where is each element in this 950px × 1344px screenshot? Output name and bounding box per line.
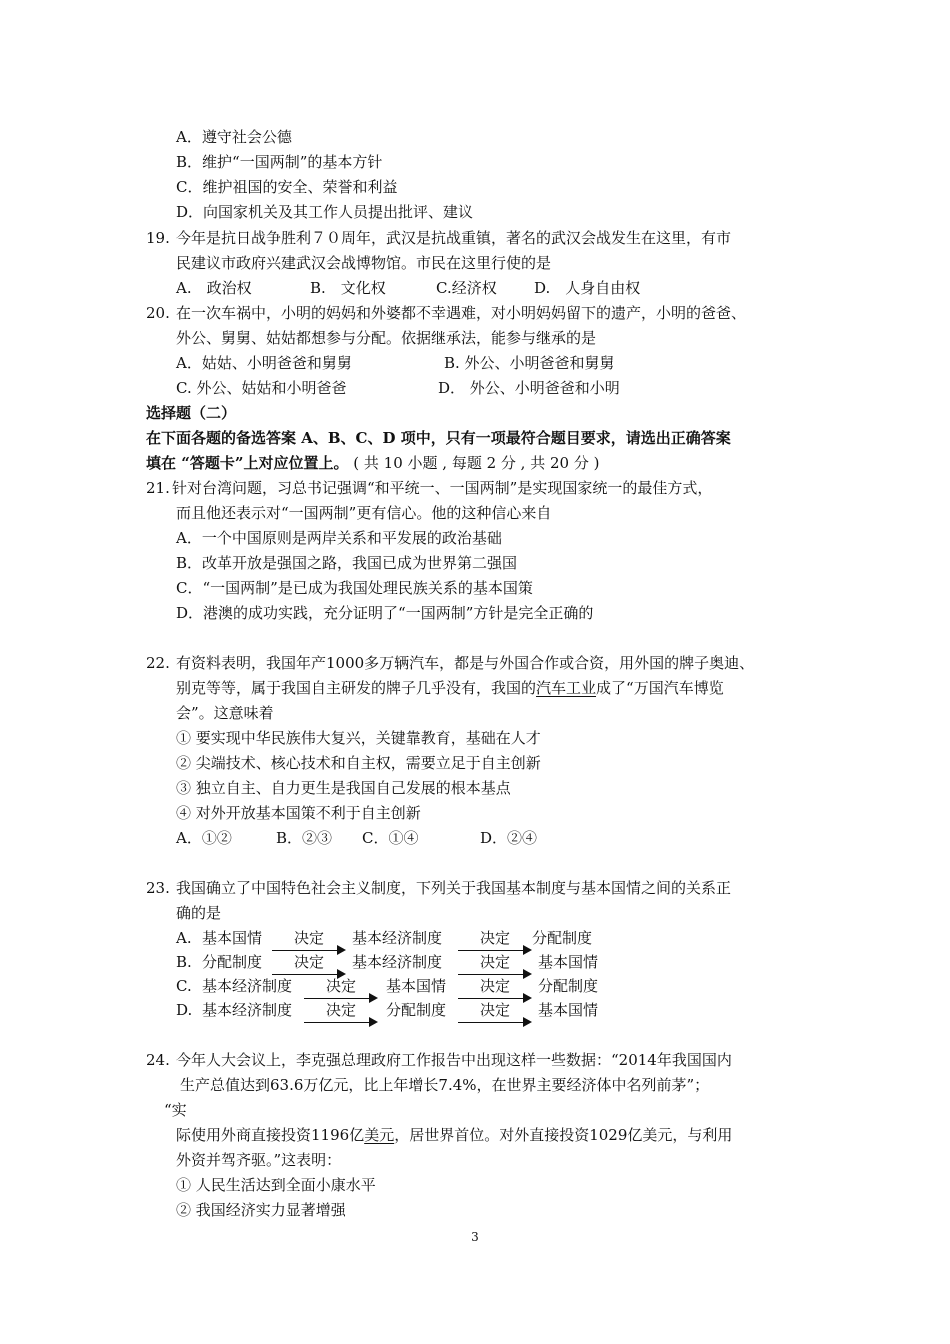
q24-underlined-term: 美元 xyxy=(364,1126,395,1144)
q22-option-b: B．②③ xyxy=(276,829,333,847)
q19-option-d: D. 人身自由权 xyxy=(534,279,641,297)
q22-option-c: C．①④ xyxy=(362,829,419,847)
q23-row-c-second: 基本国情 xyxy=(386,977,447,995)
arrow-head-icon xyxy=(369,1017,378,1027)
q23-line-2: 确的是 xyxy=(176,904,222,922)
q23-row-b-first: 分配制度 xyxy=(202,953,263,971)
q23-row-c-third: 分配制度 xyxy=(538,977,599,995)
q23-row-a-arrow-1 xyxy=(272,928,346,950)
q19-option-a: A. 政治权 xyxy=(176,279,252,297)
q22-line-2a: 别克等等，属于我国自主研发的牌子几乎没有，我国的 xyxy=(176,679,537,697)
q19-line-2: 民建议市政府兴建武汉会战博物馆。市民在这里行使的是 xyxy=(176,254,552,272)
arrow-label: 决定 xyxy=(293,953,324,971)
q23-row-b-second: 基本经济制度 xyxy=(352,953,443,971)
q23-row-d-arrow-2 xyxy=(458,1000,532,1022)
arrow-line xyxy=(304,1022,370,1023)
q20-option-c: C. 外公、姑姑和小明爸爸 xyxy=(176,379,347,397)
q24-number: 24. xyxy=(146,1051,170,1069)
q20-line-1: 在一次车祸中，小明的妈妈和外婆都不幸遇难，对小明妈妈留下的遗产，小明的爸爸、 xyxy=(176,304,747,322)
q24-item-1: ① 人民生活达到全面小康水平 xyxy=(176,1176,376,1194)
q24-line-1: 今年人大会议上，李克强总理政府工作报告中出现这样一些数据：“2014年我国国内 xyxy=(176,1051,732,1069)
q21-line-2: 而且他还表示对“一国两制”更有信心。他的这种信心来自 xyxy=(176,504,552,522)
q24-line-4 xyxy=(176,1125,732,1145)
q21-option-d: D．港澳的成功实践，充分证明了“一国两制”方针是完全正确的 xyxy=(176,604,594,622)
section-instruction-1: 在下面各题的备选答案 A、B、C、D 项中，只有一项最符合题目要求，请选出正确答案 xyxy=(146,429,731,447)
q22-option-d: D．②④ xyxy=(480,829,538,847)
q23-row-c-arrow-2 xyxy=(458,976,532,998)
page-number: 3 xyxy=(471,1230,479,1244)
q22-item-2: ② 尖端技术、核心技术和自主权，需要立足于自主创新 xyxy=(176,754,541,772)
q23-row-d-second: 分配制度 xyxy=(386,1001,447,1019)
q24-line-2: 生产总值达到63.6万亿元，比上年增长7.4%，在世界主要经济体中名列前茅”； xyxy=(180,1076,710,1094)
q23-row-d-letter: D. xyxy=(176,1001,193,1019)
q24-line-5: 外资并驾齐驱。”这表明： xyxy=(176,1151,342,1169)
q23-row-a-third: 分配制度 xyxy=(532,929,593,947)
arrow-label: 决定 xyxy=(325,977,356,995)
arrow-line xyxy=(458,950,524,951)
section-instruction-2-plain: ( 共 10 小题 , 每题 2 分 , 共 20 分 ) xyxy=(353,454,600,472)
q24-item-2: ② 我国经济实力显著增强 xyxy=(176,1201,346,1219)
arrow-label: 决定 xyxy=(293,929,324,947)
q19-number: 19. xyxy=(146,229,170,247)
arrow-label: 决定 xyxy=(479,953,510,971)
q21-option-c: C．“一国两制”是已成为我国处理民族关系的基本国策 xyxy=(176,579,533,597)
q24-line-4a: 际使用外商直接投资1196亿 xyxy=(176,1126,365,1144)
q22-underlined-term: 汽车工业 xyxy=(536,679,597,697)
q18-option-b: B．维护“一国两制”的基本方针 xyxy=(176,153,383,171)
q22-option-a: A．①② xyxy=(176,829,232,847)
q23-line-1: 我国确立了中国特色社会主义制度，下列关于我国基本制度与基本国情之间的关系正 xyxy=(176,879,732,897)
q22-item-3: ③ 独立自主、自力更生是我国自己发展的根本基点 xyxy=(176,779,511,797)
q23-row-a-first: 基本国情 xyxy=(202,929,263,947)
q18-option-c: C．维护祖国的安全、荣誉和利益 xyxy=(176,178,398,196)
q24-line-4b: ，居世界首位。对外直接投资1029亿美元，与利用 xyxy=(394,1126,733,1144)
arrow-label: 决定 xyxy=(479,977,510,995)
arrow-line xyxy=(458,998,524,999)
arrow-label: 决定 xyxy=(479,1001,510,1019)
q22-number: 22. xyxy=(146,654,170,672)
q23-row-d-arrow-1 xyxy=(304,1000,378,1022)
arrow-line xyxy=(458,974,524,975)
q18-option-a: A．遵守社会公德 xyxy=(176,128,292,146)
q23-row-d-third: 基本国情 xyxy=(538,1001,599,1019)
arrow-head-icon xyxy=(523,1017,532,1027)
q21-number: 21. xyxy=(146,479,170,497)
q23-row-d-first: 基本经济制度 xyxy=(202,1001,293,1019)
q24-line-3: “实 xyxy=(164,1101,187,1119)
q19-option-b: B. 文化权 xyxy=(310,279,386,297)
q20-number: 20. xyxy=(146,304,170,322)
arrow-line xyxy=(272,950,338,951)
q23-row-c-first: 基本经济制度 xyxy=(202,977,293,995)
q20-line-2: 外公、舅舅、姑姑都想参与分配。依据继承法，能参与继承的是 xyxy=(176,329,597,347)
q19-line-1: 今年是抗日战争胜利７０周年，武汉是抗战重镇，著名的武汉会战发生在这里，有市 xyxy=(176,229,732,247)
arrow-line xyxy=(458,1022,524,1023)
arrow-label: 决定 xyxy=(325,1001,356,1019)
q23-row-b-arrow-1 xyxy=(272,952,346,974)
q22-line-2 xyxy=(176,678,724,698)
q23-row-a-second: 基本经济制度 xyxy=(352,929,443,947)
arrow-label: 决定 xyxy=(479,929,510,947)
section-instruction-2-bold: 填在 “答题卡”上对应位置上。 xyxy=(146,454,349,472)
q20-option-a: A．姑姑、小明爸爸和舅舅 xyxy=(176,354,352,372)
q20-option-d: D． 外公、小明爸爸和小明 xyxy=(438,379,620,397)
arrow-line xyxy=(304,998,370,999)
q23-row-b-third: 基本国情 xyxy=(538,953,599,971)
q23-row-b-letter: B. xyxy=(176,953,192,971)
q23-row-a-letter: A. xyxy=(176,929,192,947)
section-title: 选择题（二） xyxy=(146,404,237,422)
q23-row-b-arrow-2 xyxy=(458,952,532,974)
q20-option-b: B. 外公、小明爸爸和舅舅 xyxy=(444,354,615,372)
q22-line-1: 有资料表明，我国年产1000多万辆汽车，都是与外国合作或合资，用外国的牌子奥迪、 xyxy=(176,654,755,672)
q21-line-1: 针对台湾问题，习总书记强调“和平统一、一国两制”是实现国家统一的最佳方式， xyxy=(172,479,713,497)
q23-row-c-letter: C. xyxy=(176,977,192,995)
q21-option-b: B．改革开放是强国之路，我国已成为世界第二强国 xyxy=(176,554,518,572)
section-instruction-2 xyxy=(146,453,599,473)
q23-row-c-arrow-1 xyxy=(304,976,378,998)
q22-line-2b: 成了“万国汽车博览 xyxy=(596,679,724,697)
q22-item-1: ① 要实现中华民族伟大复兴，关键靠教育，基础在人才 xyxy=(176,729,541,747)
q21-option-a: A．一个中国原则是两岸关系和平发展的政治基础 xyxy=(176,529,502,547)
q19-option-c: C.经济权 xyxy=(436,279,497,297)
q22-line-3: 会”。这意味着 xyxy=(176,704,274,722)
arrow-line xyxy=(272,974,338,975)
q18-option-d: D．向国家机关及其工作人员提出批评、建议 xyxy=(176,203,474,221)
q23-number: 23. xyxy=(146,879,170,897)
q22-item-4: ④ 对外开放基本国策不利于自主创新 xyxy=(176,804,421,822)
q23-row-a-arrow-2 xyxy=(458,928,532,950)
